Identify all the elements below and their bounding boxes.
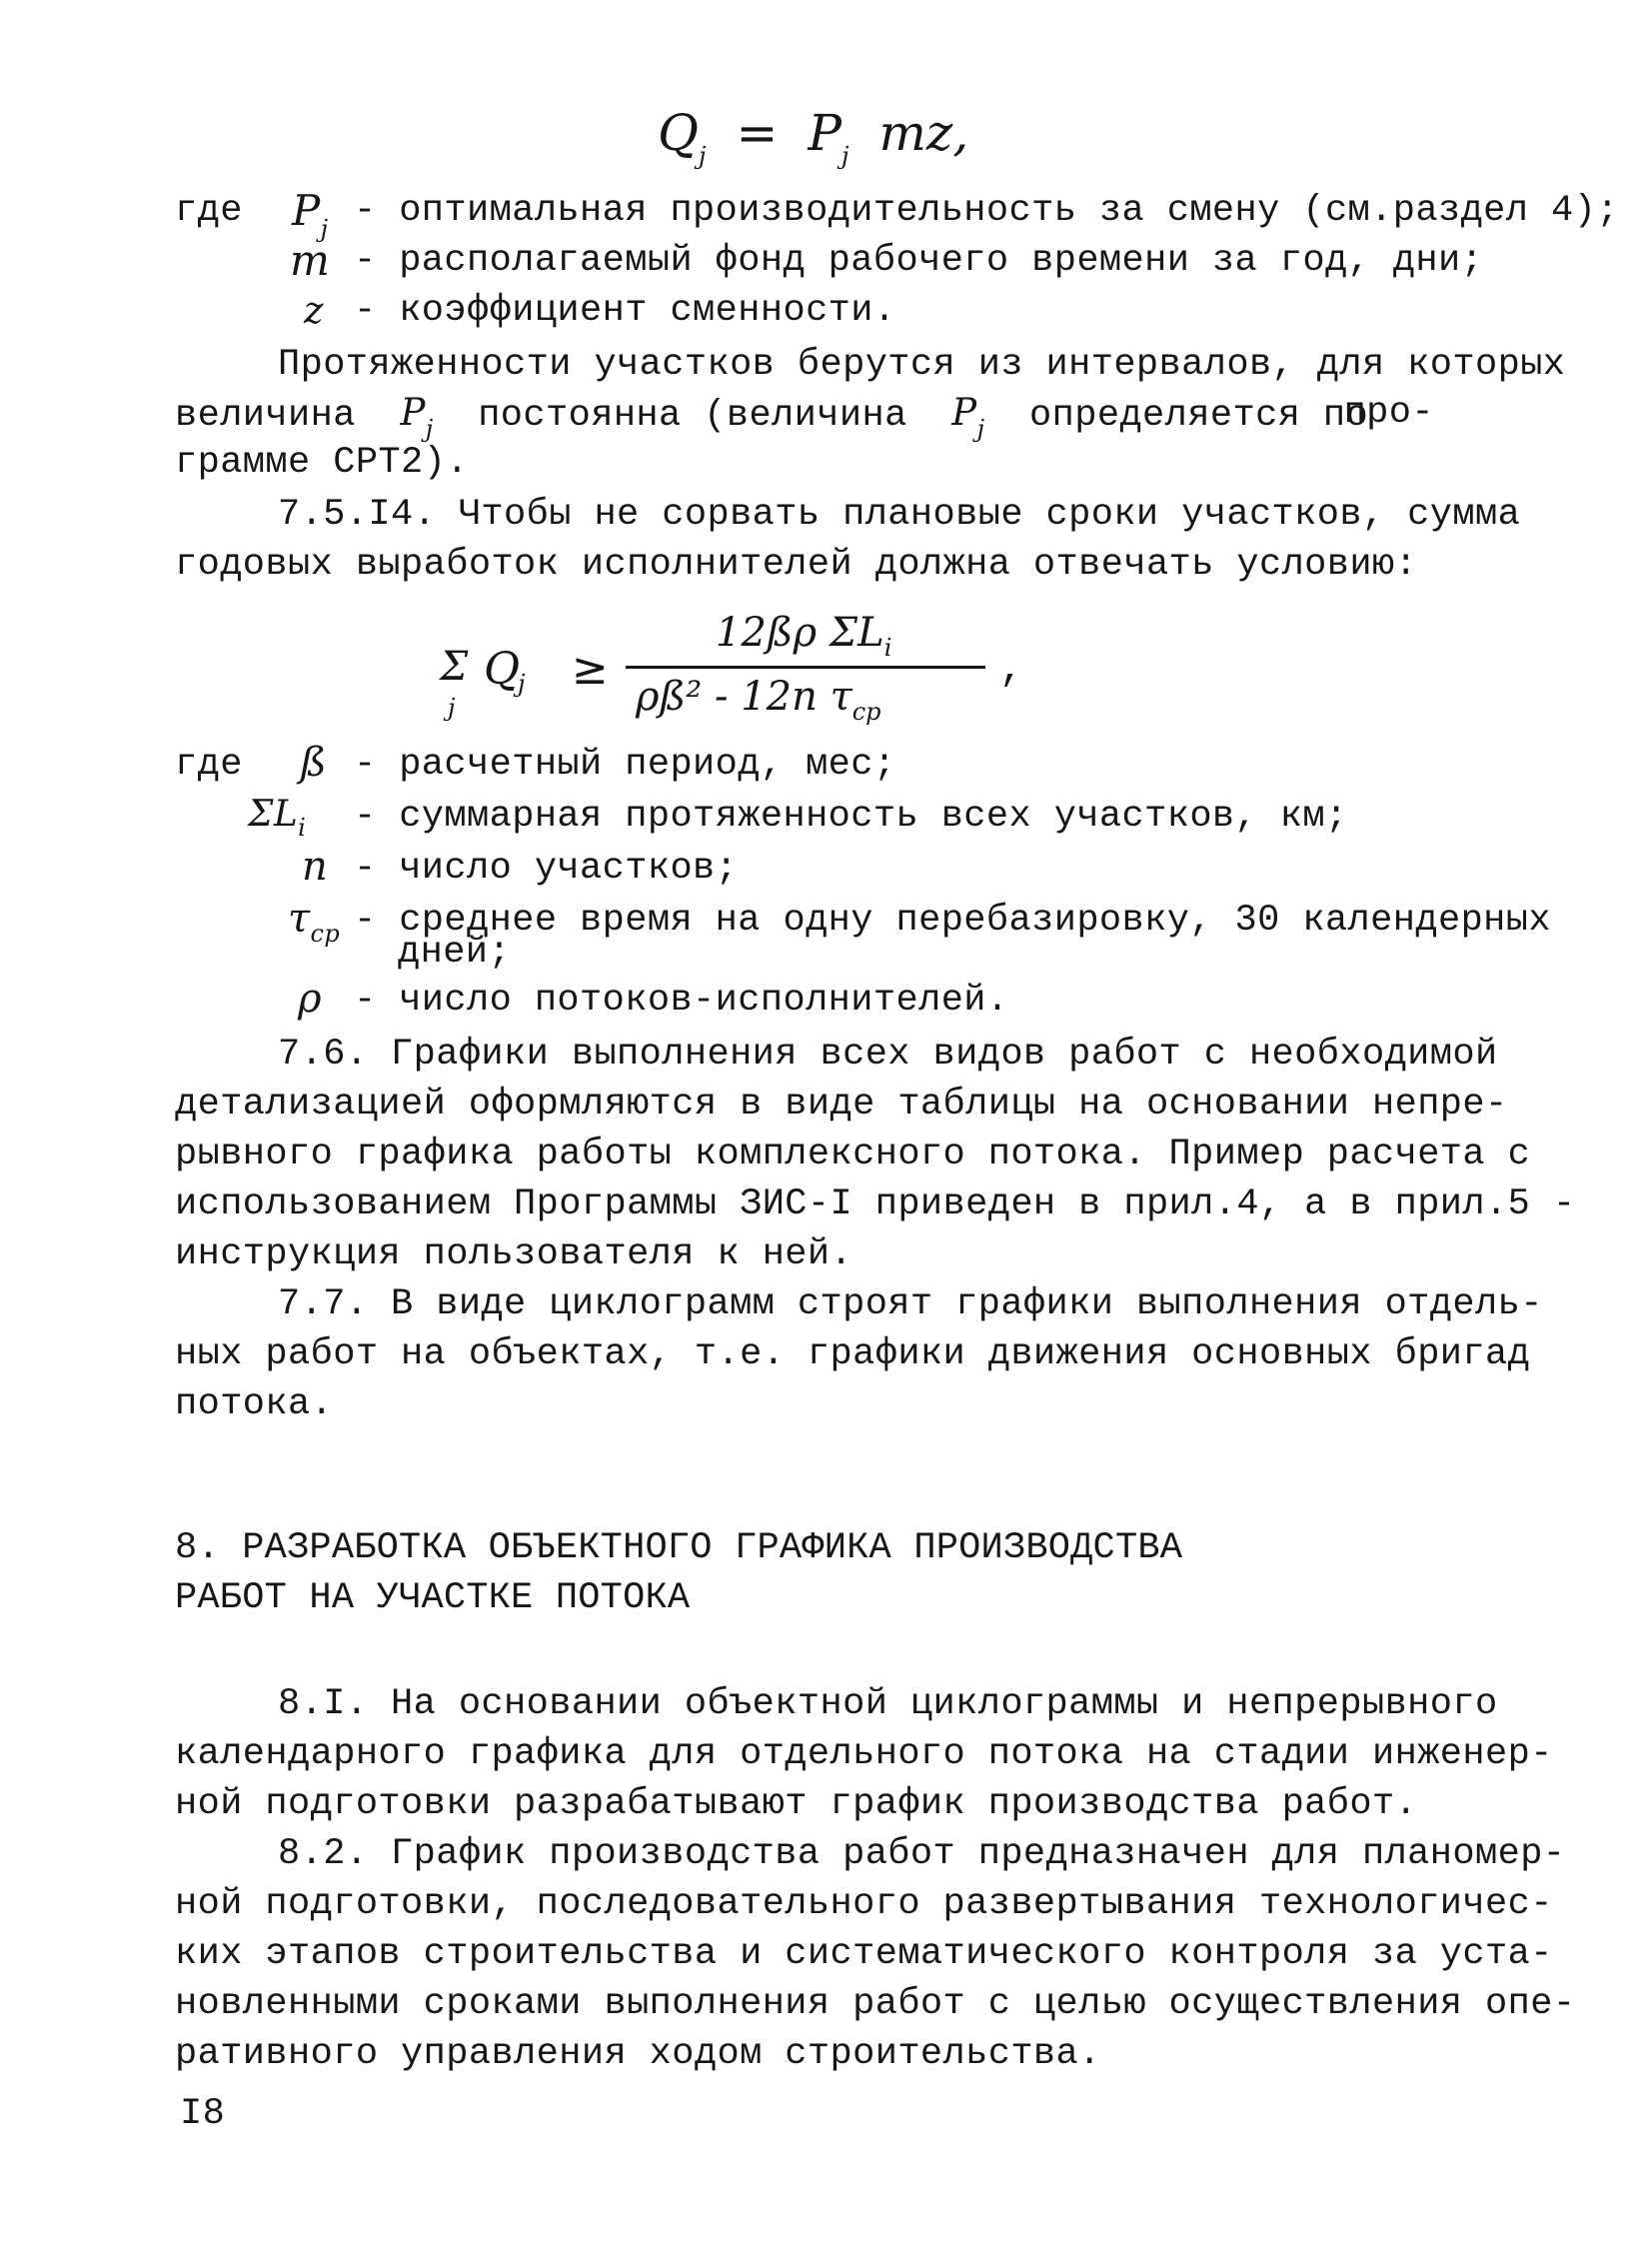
para-82-line1: 8.2. График производства работ предназначен для планомер- (278, 1833, 1566, 1875)
where2-sym-tau-sub: ср (310, 920, 341, 948)
where1-item-pj (292, 186, 329, 242)
where1-item-m (290, 236, 330, 291)
where2-sym-rho: ρ (298, 976, 322, 1022)
where1-text-m: - располагаемый фонд рабочего времени за год, дни; (354, 240, 1484, 282)
sum-numerator-text: 12ßρ ΣL (716, 610, 884, 656)
para-82-line5: ративного управления ходом строительства. (175, 2033, 1101, 2075)
where-label-2: где (175, 744, 243, 786)
para-76-line1: 7.6. Графики выполнения всех видов работ с необходимой (278, 1034, 1498, 1076)
where2-sym-tau-text: τ (288, 896, 311, 942)
sum-sigma-sub: j (448, 694, 456, 722)
para-82-line3: ких этапов строительства и систематического контроля за уста- (175, 1933, 1553, 1975)
para-82-line2: ной подготовки, последовательного развертывания технологичес- (175, 1883, 1553, 1925)
where1-text-z: - коэффициент сменности. (354, 290, 896, 332)
symbol-pj-sub: j (320, 215, 329, 243)
para-lengths-word-postoyanna: постоянна (величина (478, 395, 907, 437)
para-lengths-line3: грамме СРТ2). (175, 442, 469, 484)
para-lengths-line1: Протяженности участков берутся из интервалов, для которых (278, 344, 1566, 386)
where2-sym-beta: ß (300, 740, 328, 786)
formula-p-sub: j (841, 142, 849, 170)
para-lengths-word-opredelyaetsya: определяется по (1029, 395, 1369, 437)
para-lengths-line2 (175, 388, 1434, 442)
sum-denominator (636, 674, 881, 726)
section-8-heading-line1: 8. РАЗРАБОТКА ОБЪЕКТНОГО ГРАФИКА ПРОИЗВОДСТВА (175, 1527, 1183, 1569)
para-lengths-sym-2: P (951, 391, 977, 434)
where2-sym-n: n (302, 844, 329, 890)
where2-text-rho: - число потоков-исполнителей. (354, 980, 1009, 1022)
para-77-line3: потока. (175, 1383, 334, 1425)
para-76-line2: детализацией оформляются в виде таблицы на основании непре- (175, 1084, 1508, 1125)
where2-text-sumli: - суммарная протяженность всех участков, км; (354, 796, 1348, 838)
formula-top (658, 104, 969, 170)
sum-comma: , (999, 648, 1024, 693)
para-lengths-word-pro: про- (1343, 392, 1434, 434)
symbol-m: m (290, 236, 331, 285)
formula-sum (430, 600, 1029, 740)
para-81-line3: ной подготовки разрабатывают график производства работ. (175, 1783, 1418, 1825)
section-8-heading-line2: РАБОТ НА УЧАСТКЕ ПОТОКА (175, 1577, 691, 1619)
sum-q: Q (484, 644, 521, 695)
symbol-z: z (304, 289, 324, 332)
para-76-line3: рывного графика работы комплексного потока. Пример расчета с (175, 1133, 1531, 1175)
para-81-line1: 8.I. На основании объектной циклограммы и непрерывного (278, 1683, 1498, 1725)
where-label-1: где (175, 190, 243, 232)
para-7514-line2: годовых выработок исполнителей должна отвечать условию: (175, 544, 1418, 586)
where2-sym-sumli-sub: i (298, 814, 307, 842)
para-76-line5: инструкция пользователя к ней. (175, 1233, 853, 1275)
where1-text-pj: - оптимальная производительность за смену (см.раздел 4); (354, 190, 1619, 232)
formula-q-sub: j (699, 142, 707, 170)
para-lengths-sym-2-sub: j (976, 415, 985, 443)
para-77-line1: 7.7. В виде циклограмм строят графики выполнения отдель- (278, 1283, 1543, 1325)
page-number: I8 (180, 2093, 226, 2135)
para-77-line2: ных работ на объектах, т.е. графики движения основных бригад (175, 1333, 1531, 1375)
para-lengths-sym-1: P (400, 391, 426, 434)
where2-sym-sumli (248, 790, 306, 843)
formula-eq: = (736, 104, 779, 162)
where1-item-z (304, 286, 324, 339)
para-82-line4: новленными сроками выполнения работ с целью осуществления опе- (175, 1983, 1576, 2025)
where2-sym-sumli-text: ΣL (248, 794, 299, 835)
para-7514-line1: 7.5.I4. Чтобы не сорвать плановые сроки участков, сумма (278, 494, 1521, 536)
sum-fraction (626, 600, 985, 740)
sum-ge: ≥ (572, 644, 609, 695)
sum-denominator-sub: ср (851, 698, 881, 726)
where2-sym-tau (288, 894, 340, 949)
formula-p: P (808, 104, 842, 162)
formula-rest: mz, (878, 104, 969, 162)
sum-fraction-bar (626, 666, 985, 669)
sum-denominator-text: ρß² - 12n τ (636, 674, 852, 720)
para-76-line4: использованием Программы ЗИС-I приведен в прил.4, а в прил.5 - (175, 1183, 1576, 1225)
where2-text-n: - число участков; (354, 848, 739, 890)
where2-text-beta: - расчетный период, мес; (354, 744, 896, 786)
where2-text-tau-2: дней; (398, 932, 512, 974)
sum-sigma: Σ (440, 644, 469, 690)
sum-numerator-sub: i (883, 634, 892, 662)
sum-q-sub: j (518, 670, 526, 698)
where2-text-tau: - среднее время на одну перебазировку, 30 календерных (354, 900, 1551, 942)
formula-q: Q (658, 104, 699, 162)
sum-numerator (716, 610, 892, 662)
para-lengths-word-velichina: величина (175, 395, 356, 437)
para-81-line2: календарного графика для отдельного потока на стадии инженер- (175, 1733, 1553, 1775)
para-lengths-sym-1-sub: j (425, 415, 434, 443)
symbol-pj: P (292, 186, 321, 235)
